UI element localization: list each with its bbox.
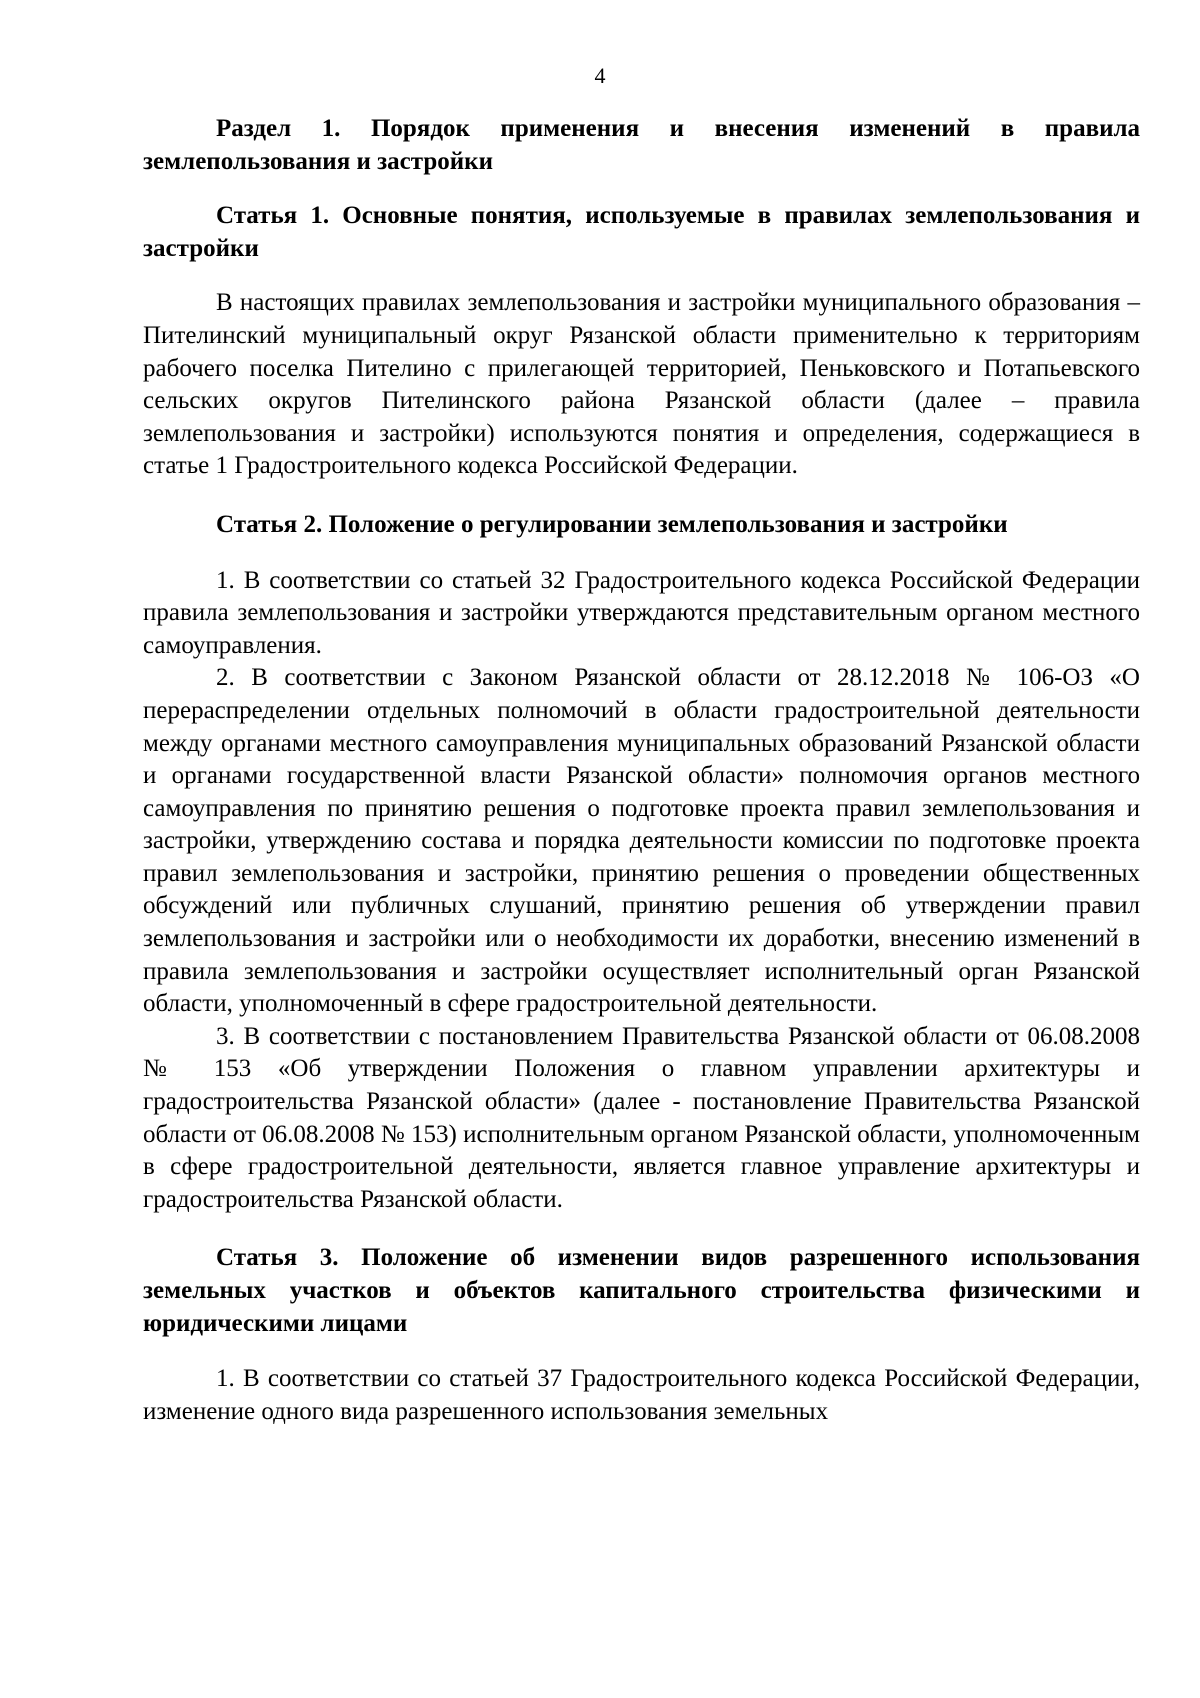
article-3-paragraph-1: 1. В соответствии со статьей 37 Градостроительного кодекса Российской Федерации, изменение одного вида разрешенного использования земельных (143, 1365, 1140, 1425)
document-body (143, 113, 1140, 1428)
article-2-paragraph-3: 3. В соответствии с постановлением Правительства Рязанской области от 06.08.2008 № 153 «Об утверждении Положения о главном управлении архитектуры и градостроительства Рязанской области» (далее - постановление Правительства Рязанской области от 06.08.2008 № 153) исполнительным органом Рязанской области, уполномоченным в сфере градостроительной деятельности, является главное управление архитектуры и градостроительства Рязанской области. (143, 1022, 1140, 1213)
page-number: 4 (594, 63, 606, 88)
article-3-heading: Статья 3. Положение об изменении видов разрешенного использования земельных участков и объектов капитального строительства физическими и юридическими лицами (143, 1244, 1140, 1337)
article-2-paragraph-2: 2. В соответствии с Законом Рязанской области от 28.12.2018 № 106-ОЗ «О перераспределении отдельных полномочий в области градостроительной деятельности между органами местного самоуправления муниципальных образований Рязанской области и органами государственной власти Рязанской области» полномочия органов местного самоуправления по принятию решения о подготовке проекта правил землепользования и застройки, утверждению состава и порядка деятельности комиссии по подготовке проекта правил землепользования и застройки, принятию решения о проведении общественных обсуждений или публичных слушаний, принятию решения об утверждении правил землепользования и застройки или о необходимости их доработки, внесению изменений в правила землепользования и застройки осуществляет исполнительный орган Рязанской области, уполномоченный в сфере градостроительной деятельности. (143, 664, 1140, 1018)
article-1-paragraph-1: В настоящих правилах землепользования и застройки муниципального образования – Пителинский муниципальный округ Рязанской области применительно к территориям рабочего поселка Пителино с прилегающей территорией, Пеньковского и Потапьевского сельских округов Пителинского района Рязанской области (далее – правила землепользования и застройки) используются понятия и определения, содержащиеся в статье 1 Градостроительного кодекса Российской Федерации. (143, 289, 1140, 480)
article-2-paragraph-1: 1. В соответствии со статьей 32 Градостроительного кодекса Российской Федерации правила землепользования и застройки утверждаются представительным органом местного самоуправления. (143, 566, 1140, 659)
article-1-heading: Статья 1. Основные понятия, используемые в правилах землепользования и застройки (143, 202, 1140, 262)
article-2-heading: Статья 2. Положение о регулировании землепользования и застройки (216, 510, 1008, 538)
section-heading: Раздел 1. Порядок применения и внесения изменений в правила землепользования и застройки (143, 115, 1140, 175)
